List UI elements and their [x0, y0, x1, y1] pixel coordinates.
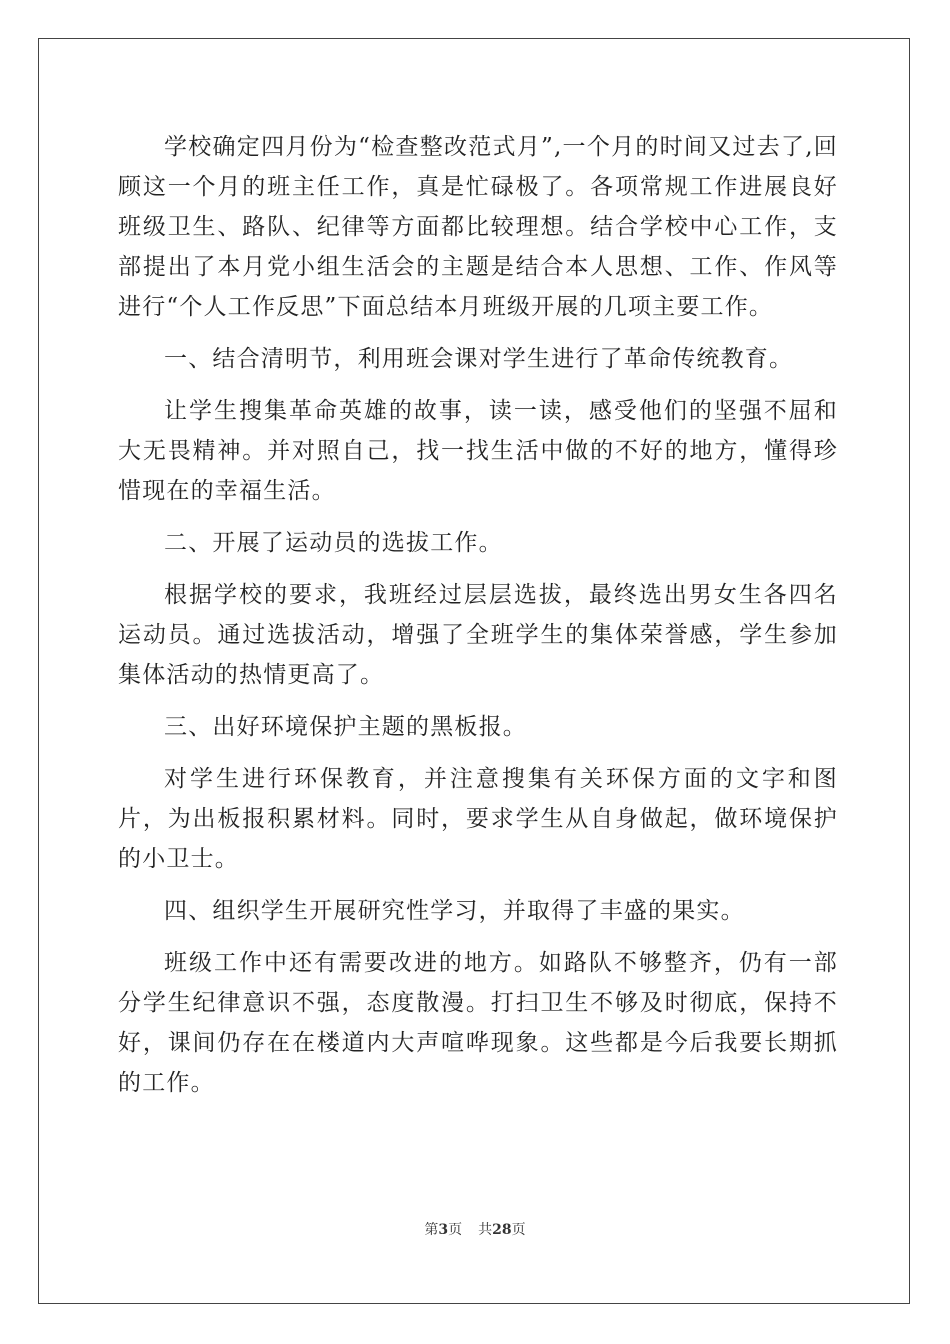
paragraph-section-2: 根据学校的要求，我班经过层层选拔，最终选出男女生各四名运动员。通过选拔活动，增强了全班学生的集体荣誉感，学生参加集体活动的热情更高了。	[118, 582, 838, 688]
page-footer	[0, 1219, 950, 1239]
section-heading-2: 二、开展了运动员的选拔工作。	[164, 530, 503, 556]
paragraph-conclusion: 班级工作中还有需要改进的地方。如路队不够整齐，仍有一部分学生纪律意识不强，态度散漫。打扫卫生不够及时彻底，保持不好，课间仍存在在楼道内大声喧哗现象。这些都是今后我要长期抓的工作。	[118, 950, 838, 1096]
paragraph-intro: 学校确定四月份为“检查整改范式月”,一个月的时间又过去了,回顾这一个月的班主任工作，真是忙碌极了。各项常规工作进展良好班级卫生、路队、纪律等方面都比较理想。结合学校中心工作，支部提出了本月党小组生活会的主题是结合本人思想、工作、作风等进行“个人工作反思”下面总结本月班级开展的几项主要工作。	[118, 134, 838, 320]
paragraph-section-1: 让学生搜集革命英雄的故事，读一读，感受他们的坚强不屈和大无畏精神。并对照自己，找一找生活中做的不好的地方，懂得珍惜现在的幸福生活。	[118, 398, 838, 504]
total-suffix: 页	[511, 1222, 526, 1238]
total-prefix: 共	[478, 1222, 493, 1238]
paragraph-section-3: 对学生进行环保教育，并注意搜集有关环保方面的文字和图片，为出板报积累材料。同时，要求学生从自身做起，做环境保护的小卫士。	[118, 766, 838, 872]
total-pages: 28	[492, 1222, 512, 1238]
page-number: 3	[438, 1222, 449, 1238]
page-suffix: 页	[448, 1222, 463, 1238]
section-heading-3: 三、出好环境保护主题的黑板报。	[164, 714, 527, 740]
section-heading-4: 四、组织学生开展研究性学习，并取得了丰盛的果实。	[164, 898, 745, 924]
page-prefix: 第	[424, 1222, 439, 1238]
section-heading-1: 一、结合清明节，利用班会课对学生进行了革命传统教育。	[164, 346, 794, 372]
document-body	[118, 127, 838, 1103]
